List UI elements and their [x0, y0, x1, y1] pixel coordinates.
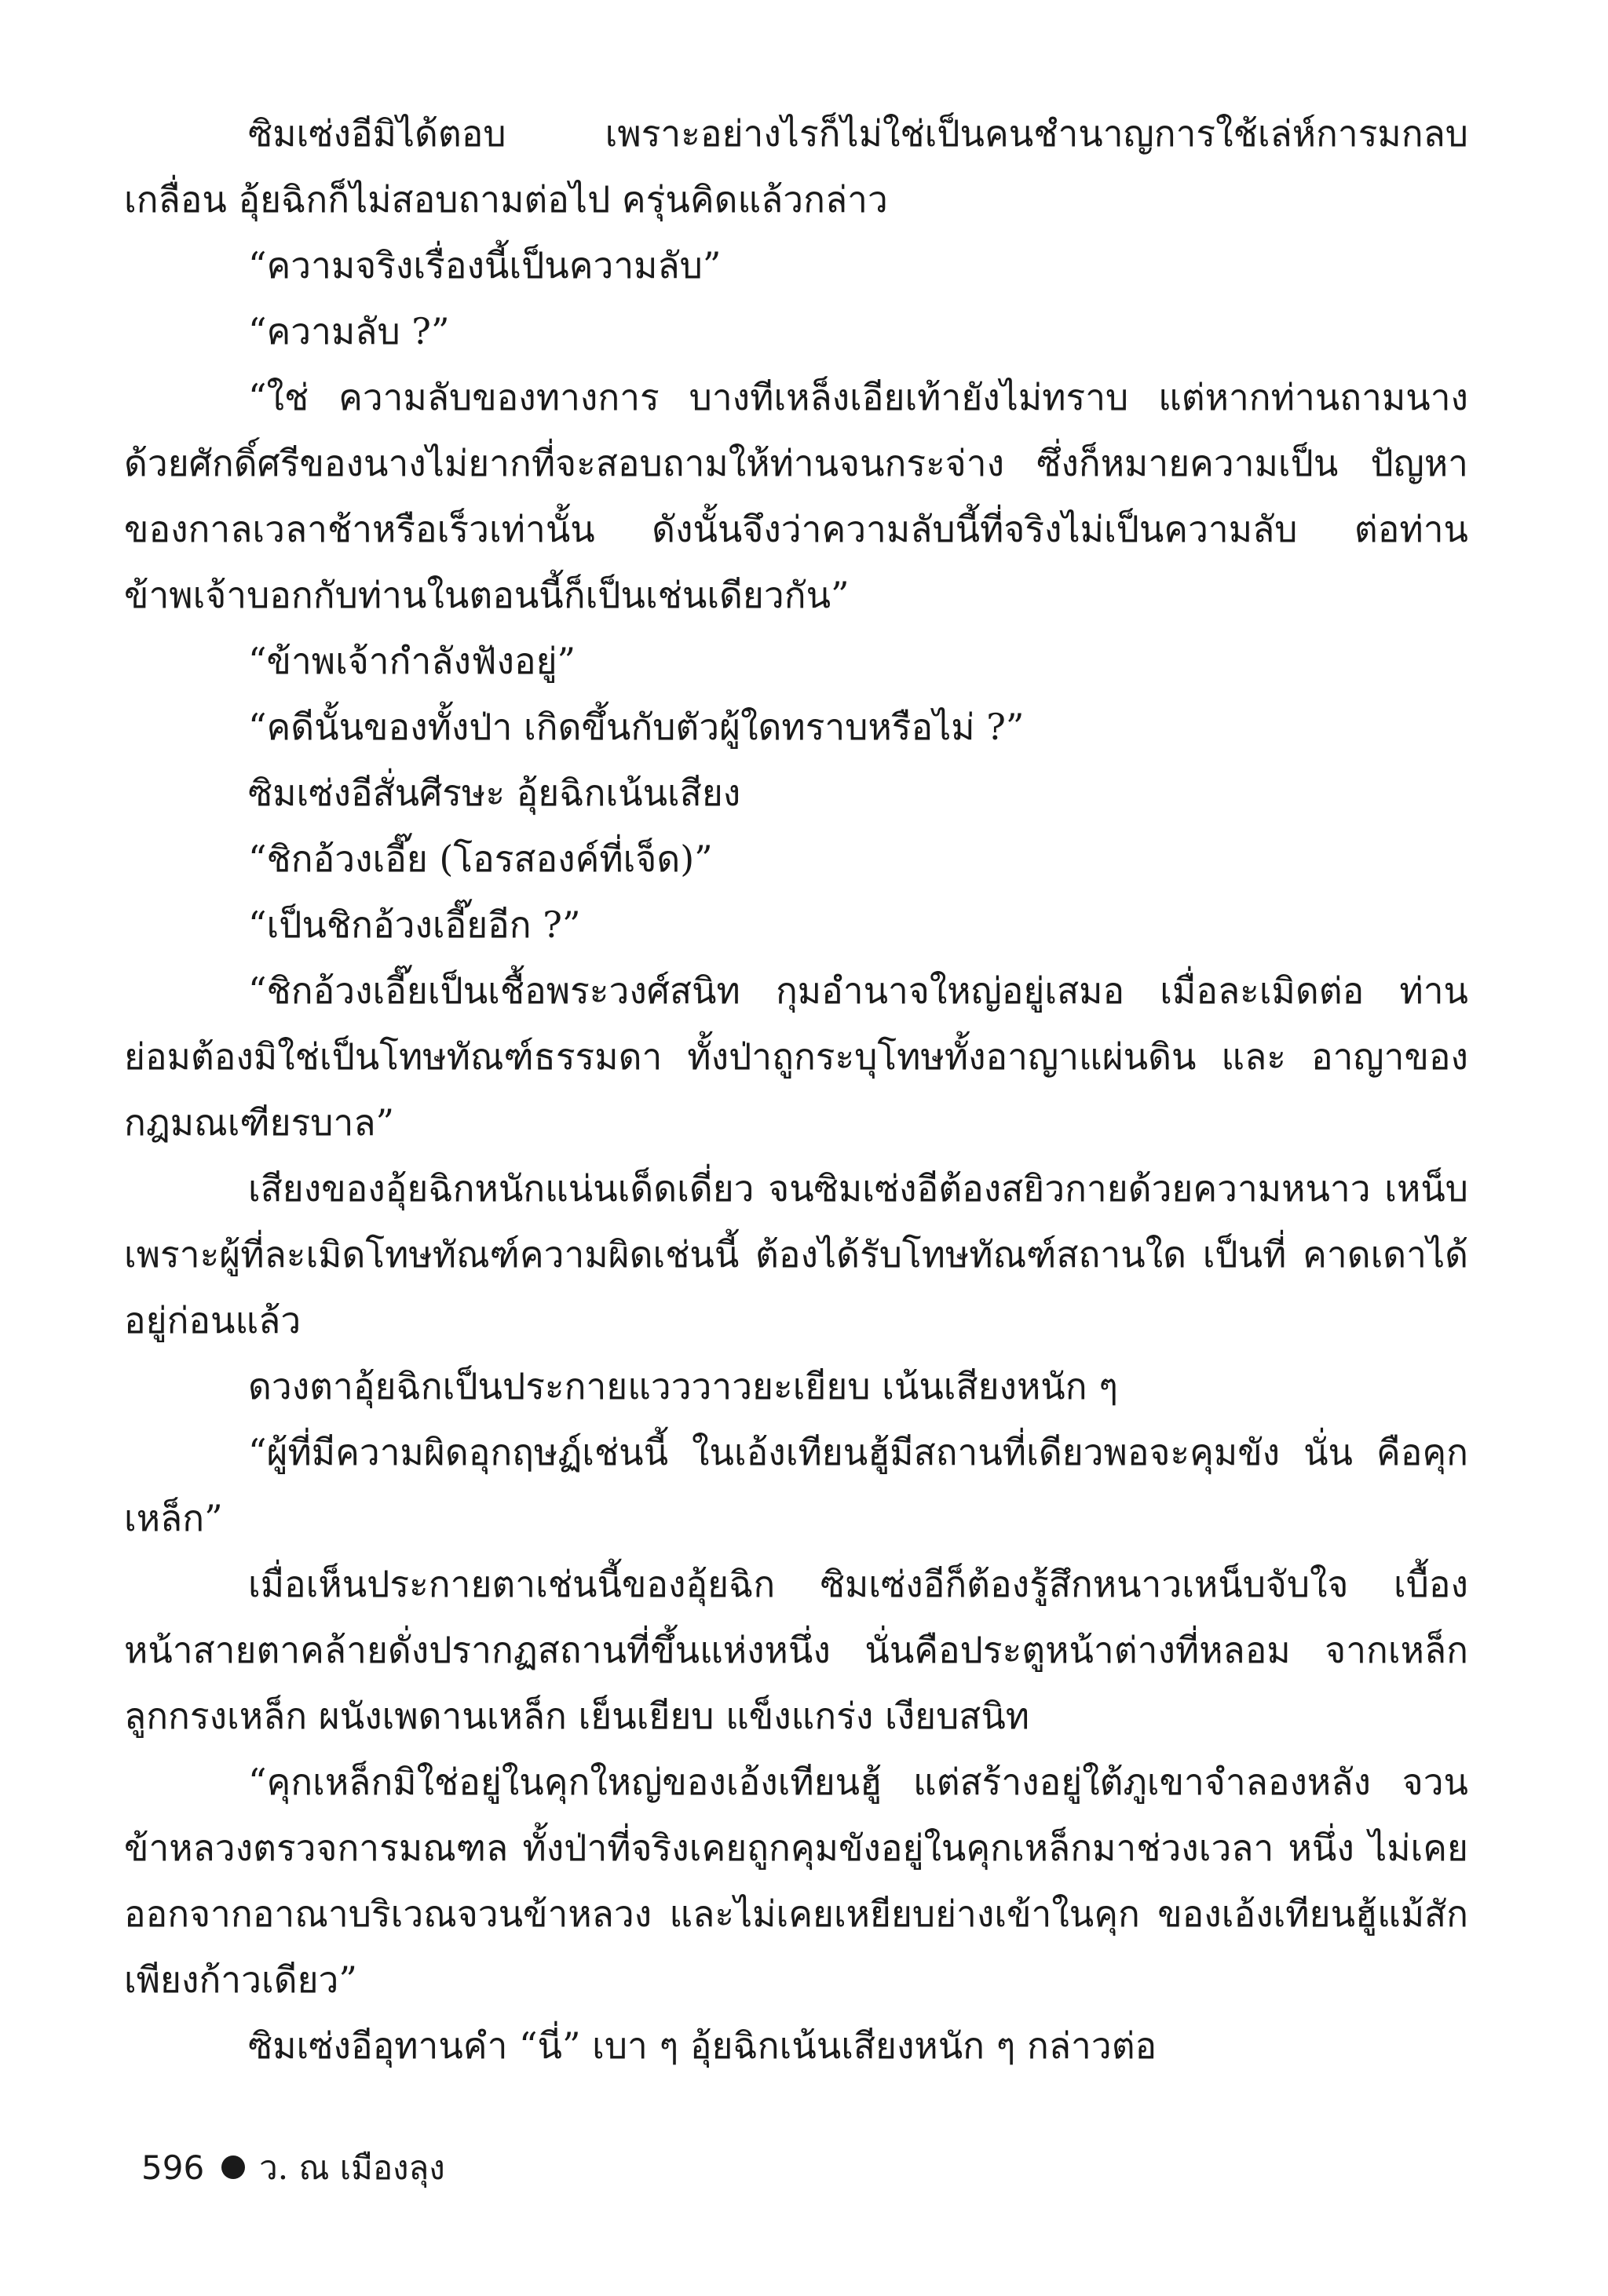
paragraph-14: เมื่อเห็นประกายตาเช่นนี้ของอุ้ยฉิก ซิมเซ่งอีก็ต้องรู้สึกหนาวเหน็บจับใจ เบื้องหน้าสายตาคล้ายดั่งปรากฏสถานที่ขึ้นแห่งหนึ่ง นั่นคือประตูหน้าต่างที่หลอม จากเหล็ก ลูกกรงเหล็ก ผนังเพดานเหล็ก เย็นเยียบ แข็งแกร่ง เงียบสนิท	[124, 1563, 1468, 1737]
paragraph-12: ดวงตาอุ้ยฉิกเป็นประกายแวววาวยะเยียบ เน้นเสียงหนัก ๆ	[248, 1365, 1118, 1407]
paragraph-1: ซิมเซ่งอีมิได้ตอบ เพราะอย่างไรก็ไม่ใช่เป็นคนชำนาญการใช้เล่ห์การมกลบเกลื่อน อุ้ยฉิกก็ไม่สอบถามต่อไป ครุ่นคิดแล้วกล่าว	[124, 112, 1468, 221]
paragraph-11: เสียงของอุ้ยฉิกหนักแน่นเด็ดเดี่ยว จนซิมเซ่งอีต้องสยิวกายด้วยความหนาว เหน็บ เพราะผู้ที่ละเมิดโทษทัณฑ์ความผิดเช่นนี้ ต้องได้รับโทษทัณฑ์สถานใด เป็นที่ คาดเดาได้อยู่ก่อนแล้ว	[124, 1167, 1468, 1341]
bullet-icon	[221, 2155, 245, 2179]
paragraph-3: “ความลับ ?”	[248, 310, 450, 352]
body-text	[124, 100, 1468, 2079]
paragraph-15: “คุกเหล็กมิใช่อยู่ในคุกใหญ่ของเอ้งเทียนฮู้ แต่สร้างอยู่ใต้ภูเขาจำลองหลัง จวนข้าหลวงตรวจการมณฑล ทั้งป่าที่จริงเคยถูกคุมขังอยู่ในคุกเหล็กมาช่วงเวลา หนึ่ง ไม่เคยออกจากอาณาบริเวณจวนข้าหลวง และไม่เคยเหยียบย่างเข้าในคุก ของเอ้งเทียนฮู้แม้สักเพียงก้าวเดียว”	[124, 1761, 1468, 2001]
paragraph-2: “ความจริงเรื่องนี้เป็นความลับ”	[248, 244, 722, 287]
paragraph-9: “เป็นชิกอ้วงเอี๊ยอีก ?”	[248, 903, 581, 946]
page-number: 596	[141, 2148, 205, 2187]
author-name: ว. ณ เมืองลุง	[259, 2148, 445, 2187]
paragraph-13: “ผู้ที่มีความผิดอุกฤษฏ์เช่นนี้ ในเอ้งเทียนฮู้มีสถานที่เดียวพอจะคุมขัง นั่น คือคุกเหล็ก”	[124, 1431, 1468, 1539]
paragraph-7: ซิมเซ่งอีสั่นศีรษะ อุ้ยฉิกเน้นเสียง	[248, 772, 741, 814]
page-footer	[141, 2145, 445, 2192]
paragraph-6: “คดีนั้นของทั้งป่า เกิดขึ้นกับตัวผู้ใดทราบหรือไม่ ?”	[248, 706, 1025, 748]
paragraph-5: “ข้าพเจ้ากำลังฟังอยู่”	[248, 640, 576, 682]
paragraph-4: “ใช่ ความลับของทางการ บางทีเหล็งเอียเท้ายังไม่ทราบ แต่หากท่านถามนาง ด้วยศักดิ์ศรีของนางไม่ยากที่จะสอบถามให้ท่านจนกระจ่าง ซึ่งก็หมายความเป็น ปัญหาของกาลเวลาช้าหรือเร็วเท่านั้น ดังนั้นจึงว่าความลับนี้ที่จริงไม่เป็นความลับ ต่อท่าน ข้าพเจ้าบอกกับท่านในตอนนี้ก็เป็นเช่นเดียวกัน”	[124, 376, 1468, 616]
paragraph-10: “ชิกอ้วงเอี๊ยเป็นเชื้อพระวงศ์สนิท กุมอำนาจใหญ่อยู่เสมอ เมื่อละเมิดต่อ ท่าน ย่อมต้องมิใช่เป็นโทษทัณฑ์ธรรมดา ทั้งป่าถูกระบุโทษทั้งอาญาแผ่นดิน และ อาญาของกฎมณเฑียรบาล”	[124, 969, 1468, 1144]
paragraph-8: “ชิกอ้วงเอี๊ย (โอรสองค์ที่เจ็ด)”	[248, 838, 713, 880]
paragraph-16: ซิมเซ่งอีอุทานคำ “นี่” เบา ๆ อุ้ยฉิกเน้นเสียงหนัก ๆ กล่าวต่อ	[248, 2024, 1157, 2067]
